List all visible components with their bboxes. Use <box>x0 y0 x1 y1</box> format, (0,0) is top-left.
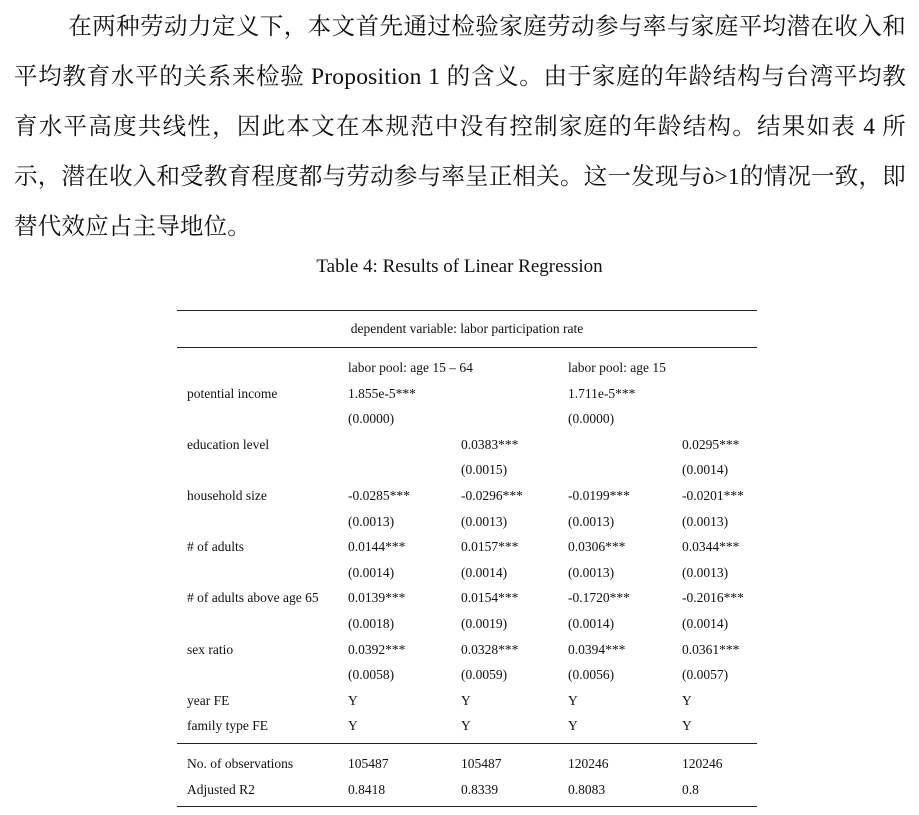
table-cell: Y <box>682 718 692 734</box>
row-label: Adjusted R2 <box>187 781 255 797</box>
table-row <box>177 457 757 483</box>
table-row <box>177 637 757 663</box>
table-row <box>177 688 757 714</box>
table-caption: Table 4: Results of Linear Regression <box>316 256 603 277</box>
table-cell: (0.0014) <box>461 564 508 580</box>
row-label: year FE <box>187 692 230 708</box>
table-cell: -0.0201*** <box>682 487 744 503</box>
table-cell: (0.0015) <box>461 462 508 478</box>
table-cell: 0.0383*** <box>461 436 519 452</box>
table-cell: 0.8 <box>682 781 699 797</box>
table-row <box>177 585 757 611</box>
table-cell: (0.0018) <box>348 615 395 631</box>
row-label: household size <box>187 487 267 503</box>
table-row <box>177 611 757 637</box>
table-cell: 0.0144*** <box>348 539 406 555</box>
table-row <box>177 381 757 407</box>
pool-label-row <box>177 355 757 381</box>
table-row <box>177 751 757 777</box>
table-cell: (0.0014) <box>348 564 395 580</box>
table-cell: (0.0014) <box>568 615 615 631</box>
table-cell: 0.8418 <box>348 781 386 797</box>
table-cell: 0.0344*** <box>682 539 740 555</box>
table-cell: (0.0059) <box>461 667 508 683</box>
table-cell: 105487 <box>348 755 389 771</box>
table-cell: Y <box>348 718 358 734</box>
table-cell: 120246 <box>568 755 609 771</box>
table-cell: (0.0013) <box>568 564 615 580</box>
pool-label: labor pool: age 15 – 64 <box>348 360 473 375</box>
table-cell: 0.8083 <box>568 781 606 797</box>
table-cell: (0.0014) <box>682 462 729 478</box>
table-cell: (0.0013) <box>568 513 615 529</box>
table-row <box>177 662 757 688</box>
table-cell: 0.0328*** <box>461 641 519 657</box>
table-row <box>177 432 757 458</box>
table-cell: 0.8339 <box>461 781 499 797</box>
table-row <box>177 713 757 739</box>
table-cell: (0.0013) <box>682 513 729 529</box>
table-row <box>177 406 757 432</box>
table-cell: 105487 <box>461 755 502 771</box>
bottom-rule <box>177 806 757 807</box>
pool-label: labor pool: age 15 <box>568 360 666 375</box>
table-cell: 0.0394*** <box>568 641 626 657</box>
table-cell: Y <box>682 692 692 708</box>
regression-table <box>177 310 757 807</box>
table-cell: 0.0306*** <box>568 539 626 555</box>
table-cell: 1.855e-5*** <box>348 385 416 401</box>
table-cell: -0.2016*** <box>682 590 744 606</box>
table-cell: 0.0157*** <box>461 539 519 555</box>
table-row <box>177 509 757 535</box>
paragraph-text: 在两种劳动力定义下，本文首先通过检验家庭劳动参与率与家庭平均潜在收入和平均教育水平的关系来检验 Proposition 1 的含义。由于家庭的年龄结构与台湾平均教育水平高度共线性，因此本文在本规范中没有控制家庭的年龄结构。结果如表 4 所示，潜在收入和受教育程度都与劳动参与率呈正相关。这一发现与ò>1的情况一致，即替代效应占主导地位。 <box>14 14 906 240</box>
table-row <box>177 560 757 586</box>
table-cell: -0.1720*** <box>568 590 630 606</box>
table-cell: 0.0361*** <box>682 641 740 657</box>
table-cell: Y <box>461 692 471 708</box>
table-cell: 0.0392*** <box>348 641 406 657</box>
table-cell: (0.0057) <box>682 667 729 683</box>
table-cell: (0.0000) <box>348 411 395 427</box>
table-cell: Y <box>568 718 578 734</box>
table-row <box>177 777 757 803</box>
table-cell: 0.0154*** <box>461 590 519 606</box>
table-row <box>177 483 757 509</box>
dependent-variable-header: dependent variable: labor participation rate <box>350 321 584 336</box>
row-label: No. of observations <box>187 755 294 771</box>
table-cell: 0.0139*** <box>348 590 406 606</box>
table-cell: Y <box>568 692 578 708</box>
table-cell: Y <box>461 718 471 734</box>
row-label: # of adults above age 65 <box>187 590 319 606</box>
table-cell: 120246 <box>682 755 723 771</box>
body-paragraph <box>14 2 906 252</box>
row-label: # of adults <box>187 539 244 555</box>
table-cell: (0.0013) <box>461 513 508 529</box>
row-label: family type FE <box>187 718 268 734</box>
table-cell: (0.0058) <box>348 667 395 683</box>
table-cell: (0.0014) <box>682 615 729 631</box>
table-cell: (0.0019) <box>461 615 508 631</box>
row-label: sex ratio <box>187 641 234 657</box>
table-cell: -0.0296*** <box>461 487 523 503</box>
table-cell: (0.0013) <box>348 513 395 529</box>
table-cell: (0.0056) <box>568 667 615 683</box>
table-cell: 0.0295*** <box>682 436 740 452</box>
row-label: potential income <box>187 385 278 401</box>
table-cell: Y <box>348 692 358 708</box>
table-cell: (0.0013) <box>682 564 729 580</box>
table-row <box>177 534 757 560</box>
table-cell: (0.0000) <box>568 411 615 427</box>
table-cell: -0.0199*** <box>568 487 630 503</box>
table-cell: -0.0285*** <box>348 487 410 503</box>
row-label: education level <box>187 436 270 452</box>
table-cell: 1.711e-5*** <box>568 385 636 401</box>
